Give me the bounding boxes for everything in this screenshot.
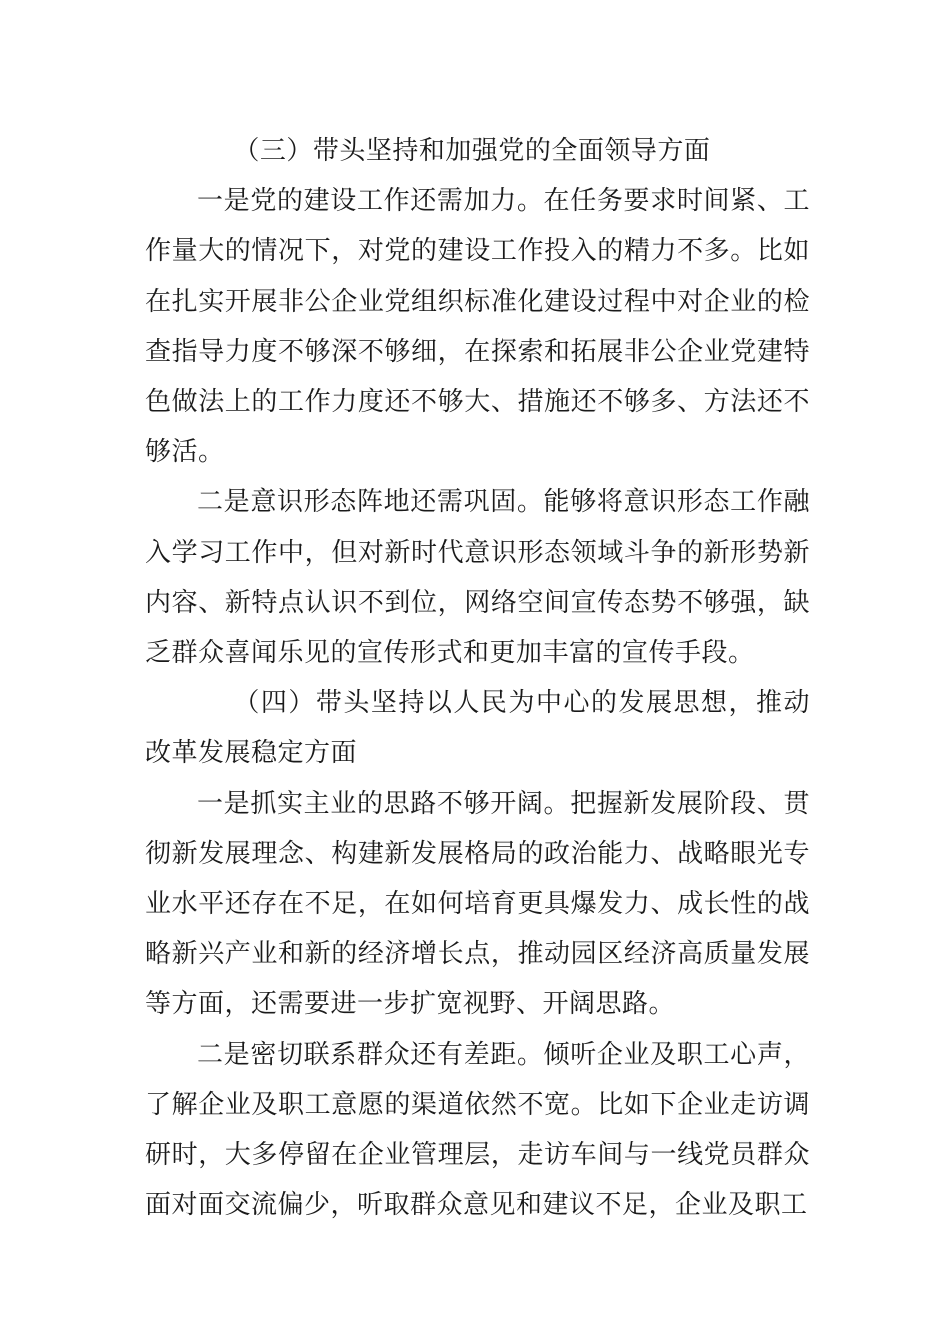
section-heading-3: （三）带头坚持和加强党的全面领导方面: [233, 136, 711, 166]
paragraph: 一是党的建设工作还需加力。在任务要求时间紧、工作量大的情况下，对党的建设工作投入的精力不多。比如在扎实开展非公企业党组织标准化建设过程中对企业的检查指导力度不够深不够细，在探索和拓展非公企业党建特色做法上的工作力度还不够大、措施还不够多、方法还不够活。: [145, 186, 810, 468]
paragraph: 二是意识形态阵地还需巩固。能够将意识形态工作融入学习工作中，但对新时代意识形态领域斗争的新形势新内容、新特点认识不到位，网络空间宣传态势不够强，缺乏群众喜闻乐见的宣传形式和更加丰富的宣传手段。: [145, 487, 810, 669]
paragraph: 二是密切联系群众还有差距。倾听企业及职工心声，了解企业及职工意愿的渠道依然不宽。比如下企业走访调研时，大多停留在企业管理层，走访车间与一线党员群众面对面交流偏少，听取群众意见和建议不足，企业及职工: [145, 1039, 810, 1221]
section-heading-4: （四）带头坚持以人民为中心的发展思想，推动改革发展稳定方面: [145, 688, 810, 769]
paragraph: 一是抓实主业的思路不够开阔。把握新发展阶段、贯彻新发展理念、构建新发展格局的政治能力、战略眼光专业水平还存在不足，在如何培育更具爆发力、成长性的战略新兴产业和新的经济增长点，推动园区经济高质量发展等方面，还需要进一步扩宽视野、开阔思路。: [145, 788, 810, 1020]
document-body: [145, 126, 810, 1230]
